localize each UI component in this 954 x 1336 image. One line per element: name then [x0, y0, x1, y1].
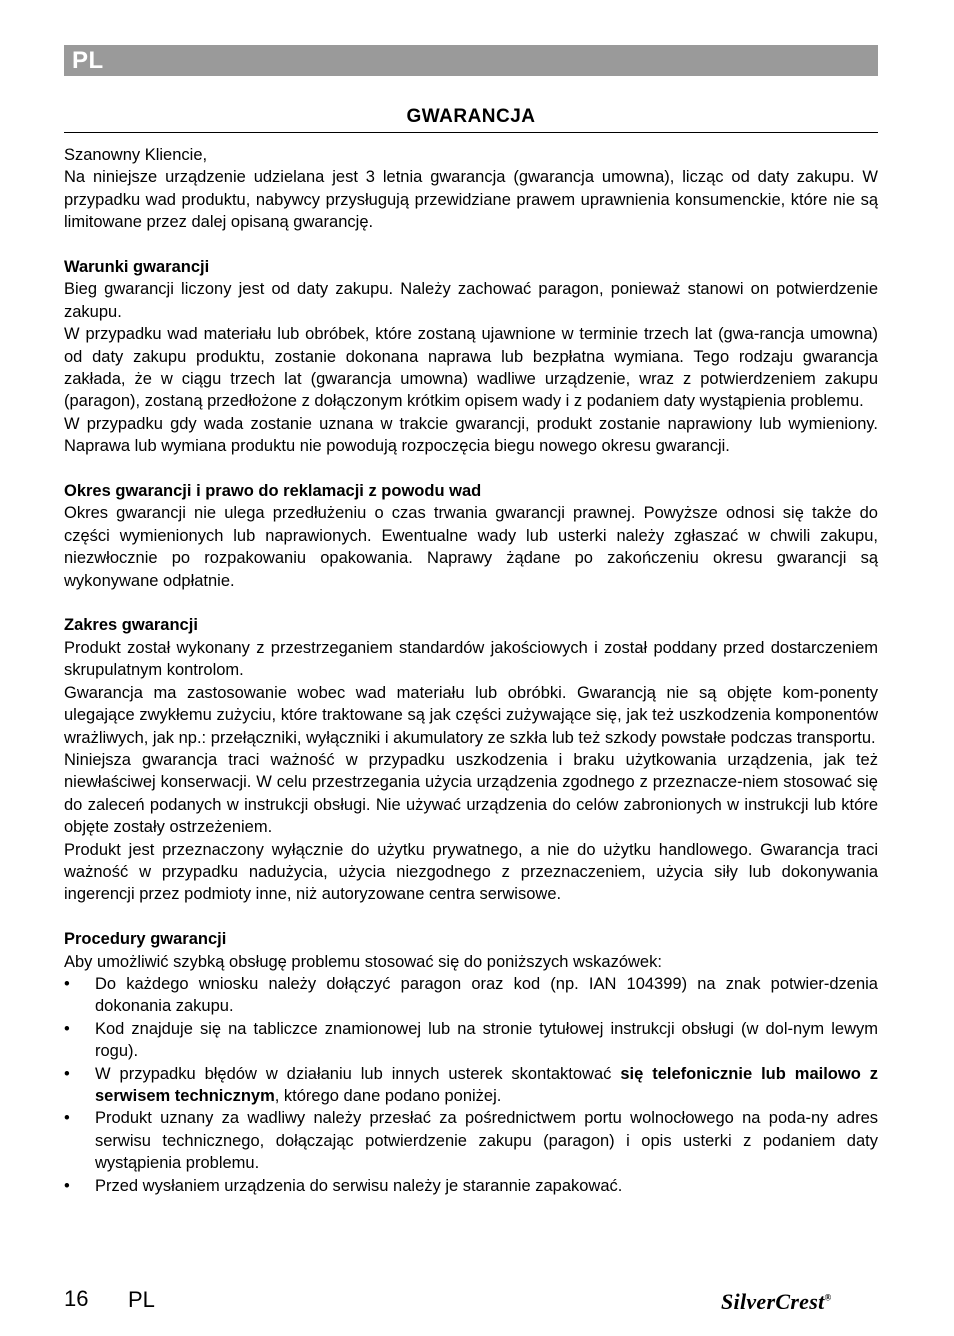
- list-item: [64, 1175, 878, 1197]
- list-item: [64, 1063, 878, 1108]
- language-header-bar: [64, 45, 878, 76]
- procedures-heading: Procedury gwarancji: [64, 930, 227, 949]
- document-body: [64, 144, 878, 1197]
- period-paragraph: Okres gwarancji nie ulega przedłużeniu o czas trwania gwarancji prawnej. Powyższe odnosi się także do części wymienionych lub naprawionych. Ewentualne wady lub usterki należy zgłaszać w chwili zakupu, niezwłocznie po rozpakowaniu opakowania. Naprawy żądane po zakończeniu okresu gwarancji są wykonywane odpłatnie.: [64, 504, 878, 590]
- bullet-icon: •: [64, 1176, 70, 1195]
- language-code: PL: [72, 47, 104, 74]
- list-item-text: Produkt uznany za wadliwy należy przesłać za pośrednictwem portu wolnocłowego na poda-ny adres serwisu technicznego, dołączając potwierdzenie zakupu (paragon) i opis usterki z podaniem daty wystąpienia problemu.: [95, 1109, 878, 1173]
- title-section: [64, 104, 878, 133]
- bullet-icon: •: [64, 1109, 70, 1128]
- list-item: [64, 1018, 878, 1063]
- list-item-text: Kod znajduje się na tabliczce znamionowej lub na stronie tytułowej instrukcji obsługi (w dol-nym lewym rogu).: [95, 1019, 878, 1061]
- procedures-list: [64, 973, 878, 1197]
- bullet-icon: •: [64, 1064, 70, 1083]
- page-title: GWARANCJA: [406, 106, 536, 127]
- intro-paragraph: Na niniejsze urządzenie udzielana jest 3 letnia gwarancja (gwarancja umowna), licząc od daty zakupu. W przypadku wad produktu, nabywcy przysługują przewidziane prawem uprawnienia konsumenckie, które nie są limitowane przez dalej opisaną gwarancję.: [64, 168, 878, 232]
- conditions-paragraph-1: Bieg gwarancji liczony jest od daty zakupu. Należy zachować paragon, ponieważ stanowi on potwierdzenie zakupu.: [64, 280, 878, 321]
- scope-paragraph-2: Gwarancja ma zastosowanie wobec wad materiału lub obróbki. Gwarancją nie są objęte kom-ponenty ulegające zwykłemu zużyciu, które traktowane są jak części zużywające się, jak też uszkodzenia komponentów wrażliwych, jak np.: przełączniki, wyłączniki i akumulatory ze szkła lub też szkody powstałe podczas transportu.: [64, 683, 878, 747]
- scope-heading: Zakres gwarancji: [64, 616, 198, 635]
- list-item-text-start: W przypadku błędów w działaniu lub innych usterek skontaktować: [95, 1064, 621, 1083]
- footer-language: PL: [128, 1287, 155, 1312]
- list-item-text-emphasis: się telefonicznie lub mailowo z serwisem technicznym: [95, 1064, 878, 1105]
- scope-paragraph-4: Produkt jest przeznaczony wyłącznie do użytku prywatnego, a nie do użytku handlowego. Gwarancja traci ważność w przypadku nadużycia, użycia niezgodnego z przeznaczeniem, użycia siły lub dokonywania ingerencji przez podmioty inne, niż autoryzowane centra serwisowe.: [64, 840, 878, 904]
- conditions-paragraph-3: W przypadku gdy wada zostanie uznana w trakcie gwarancji, produkt zostanie naprawiony lub wymieniony. Naprawa lub wymiana produktu nie powodują rozpoczęcia biegu nowego okresu gwarancji.: [64, 414, 878, 456]
- scope-paragraph-1: Produkt został wykonany z przestrzeganiem standardów jakościowych i został poddany przed dostarczeniem skrupulatnym kontrolom.: [64, 638, 878, 680]
- brand-name: SilverCrest: [721, 1289, 825, 1314]
- greeting: Szanowny Kliencie,: [64, 146, 208, 164]
- conditions-paragraph-2: W przypadku wad materiału lub obróbek, które zostaną ujawnione w terminie trzech lat (gwa-rancja umowna) od daty zakupu produktu, zostanie dokonana naprawa lub bezpłatna wymiana. Tego rodzaju gwarancja zakłada, że w ciągu trzech lat (gwarancja umowna) wadliwe urządzenie, wraz z potwierdzeniem zakupu (paragon), zostaną przedłożone z dołączonym krótkim opisem wady i z podaniem daty wystąpienia problemu.: [64, 325, 878, 411]
- scope-paragraph-3: Niniejsza gwarancja traci ważność w przypadku uszkodzenia i braku użytkowania urządzenia, jak też niewłaściwej konserwacji. W celu przestrzegania użycia urządzenia zgodnego z przeznacze-niem stosować się do zaleceń podanych w instrukcji obsługi. Nie używać urządzenia do celów zabronionych w instrukcji lub które objęte zostały ostrzeżeniem.: [64, 750, 878, 837]
- page-number: 16: [64, 1286, 89, 1311]
- list-item-text-end: , którego dane podano poniżej.: [274, 1087, 502, 1105]
- brand-logo: [721, 1289, 832, 1315]
- list-item-text: Przed wysłaniem urządzenia do serwisu należy je starannie zapakować.: [95, 1176, 623, 1195]
- bullet-icon: •: [64, 974, 70, 993]
- list-item-text: Do każdego wniosku należy dołączyć paragon oraz kod (np. IAN 104399) na znak potwier-dzenia dokonania zakupu.: [95, 974, 878, 1016]
- registered-mark: ®: [824, 1292, 832, 1303]
- list-item: [64, 1107, 878, 1174]
- list-item: [64, 973, 878, 1018]
- procedures-intro: Aby umożliwić szybką obsługę problemu stosować się do poniższych wskazówek:: [64, 952, 662, 971]
- period-heading: Okres gwarancji i prawo do reklamacji z powodu wad: [64, 482, 482, 501]
- bullet-icon: •: [64, 1019, 70, 1038]
- conditions-heading: Warunki gwarancji: [64, 258, 210, 277]
